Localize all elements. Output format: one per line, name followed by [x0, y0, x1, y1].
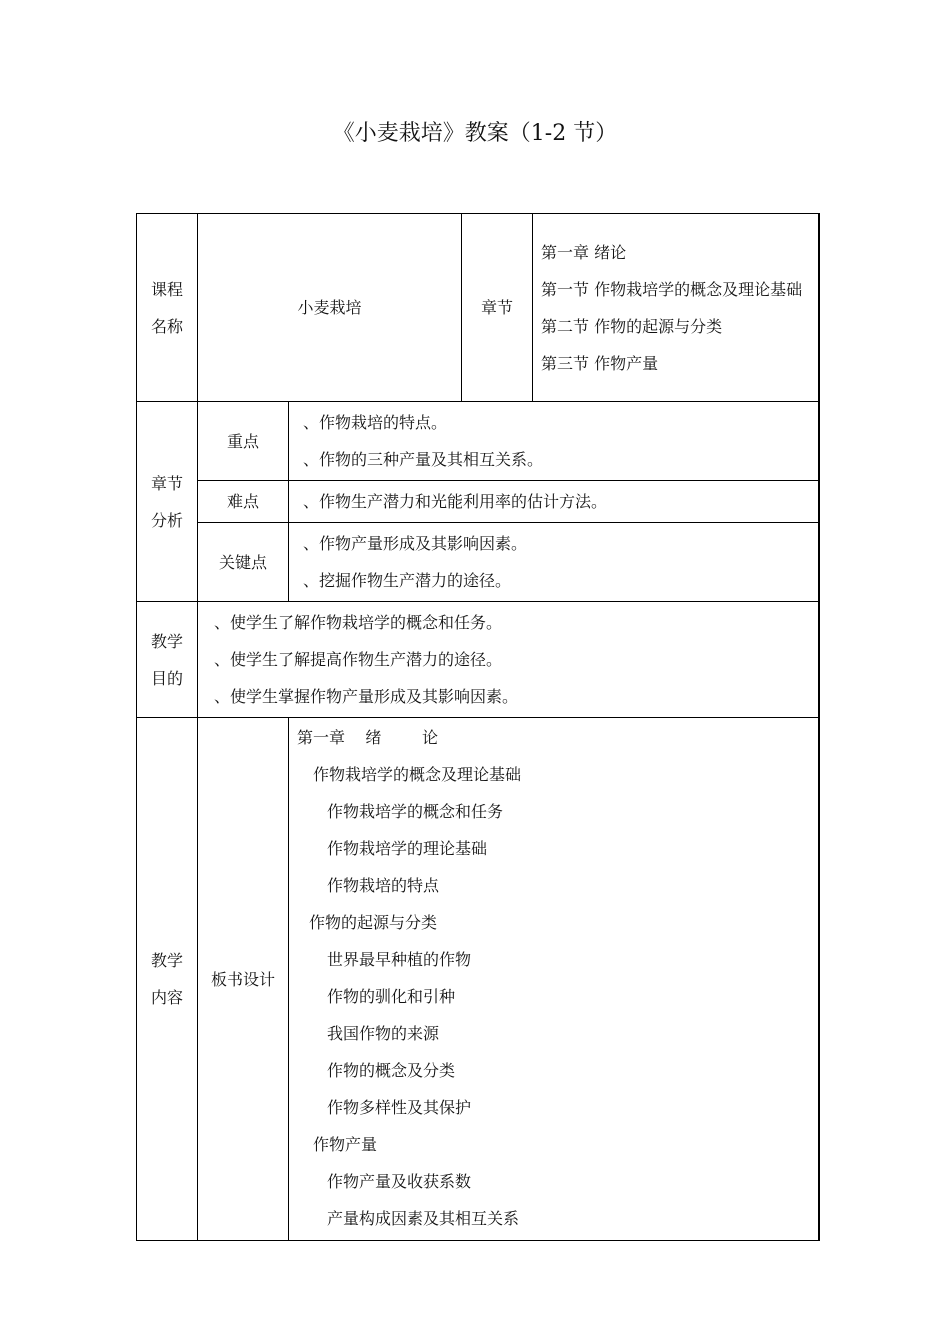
- chapter-line: 第一章 绪论: [541, 242, 627, 262]
- objective: 、使学生了解提高作物生产潜力的途径。: [214, 650, 503, 669]
- board-item: 作物产量及收获系数: [327, 1172, 472, 1191]
- course-name-value: 小麦栽培: [198, 214, 462, 402]
- key-points: [289, 402, 819, 481]
- board-section: 作物栽培学的概念及理论基础: [313, 765, 522, 784]
- board-item: 作物多样性及其保护: [327, 1098, 472, 1117]
- course-row: [137, 214, 819, 402]
- critical-label: 关键点: [198, 523, 289, 602]
- board-section: 作物的起源与分类: [309, 913, 438, 932]
- analysis-row-key: [137, 402, 819, 481]
- key-points-label: 重点: [198, 402, 289, 481]
- key-point: 、作物的三种产量及其相互关系。: [303, 450, 544, 469]
- page-title: 《小麦栽培》教案（1-2 节）: [332, 121, 618, 146]
- chapter-line: 第一节 作物栽培学的概念及理论基础: [541, 279, 803, 299]
- board-item: 作物栽培的特点: [327, 876, 440, 895]
- difficulty: 、作物生产潜力和光能利用率的估计方法。: [303, 492, 608, 511]
- chapter-line: 第二节 作物的起源与分类: [541, 316, 723, 336]
- content-row: [137, 718, 819, 1241]
- content-label: 教学 内容: [137, 718, 198, 1241]
- difficulties: [289, 481, 819, 523]
- difficulty-label: 难点: [198, 481, 289, 523]
- objectives-row: [137, 602, 819, 718]
- board-item: 产量构成因素及其相互关系: [327, 1209, 520, 1228]
- board-item: 我国作物的来源: [327, 1024, 440, 1043]
- board-item: 世界最早种植的作物: [327, 950, 472, 969]
- board-section: 作物产量: [313, 1135, 378, 1154]
- board-chapter: 第一章 绪 论: [297, 728, 439, 747]
- chapter-line: 第三节 作物产量: [541, 353, 659, 373]
- lesson-plan-table: [136, 213, 820, 1241]
- board-item: 作物的驯化和引种: [327, 987, 456, 1006]
- board-item: 作物栽培学的概念和任务: [327, 802, 504, 821]
- objectives-label: 教学 目的: [137, 602, 198, 718]
- board-design: [289, 718, 819, 1241]
- key-point: 、作物栽培的特点。: [303, 413, 448, 432]
- critical-points: [289, 523, 819, 602]
- objectives-list: [198, 602, 819, 718]
- objective: 、使学生掌握作物产量形成及其影响因素。: [214, 687, 519, 706]
- board-design-label: 板书设计: [198, 718, 289, 1241]
- critical-point: 、挖掘作物生产潜力的途径。: [303, 571, 512, 590]
- analysis-label: 章节 分析: [137, 402, 198, 602]
- analysis-row-critical: [137, 523, 819, 602]
- course-name-label: 课程 名称: [137, 214, 198, 402]
- board-item: 作物的概念及分类: [327, 1061, 456, 1080]
- objective: 、使学生了解作物栽培学的概念和任务。: [214, 613, 503, 632]
- analysis-row-difficulty: [137, 481, 819, 523]
- board-item: 作物栽培学的理论基础: [327, 839, 488, 858]
- chapter-label: 章节: [462, 214, 533, 402]
- chapter-list: [533, 214, 819, 402]
- critical-point: 、作物产量形成及其影响因素。: [303, 534, 528, 553]
